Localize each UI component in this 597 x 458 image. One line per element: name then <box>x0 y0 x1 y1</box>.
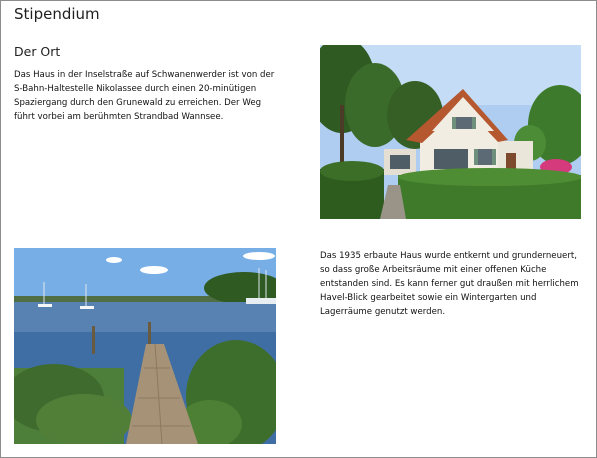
house-photo <box>320 45 581 219</box>
location-paragraph: Das Haus in der Inselstraße auf Schwanenwerder ist von der S-Bahn-Haltestelle Nikolassee durch einen 20-minütigen Spaziergang durch den Grunewald zu erreichen. Der Weg führt vorbei am berühmten Strandbad Wannsee. <box>14 70 275 122</box>
lake-photo <box>14 248 276 444</box>
house-paragraph: Das 1935 erbaute Haus wurde entkernt und grunderneuert, so dass große Arbeitsräume mit einer offenen Küche entstanden sind. Es kann ferner gut draußen mit herrlichem Havel-Blick gearbeitet sowie ein Wintergarten und Lagerräume genutzt werden. <box>320 251 579 317</box>
section-heading: Der Ort <box>14 44 61 59</box>
page-title: Stipendium <box>14 5 100 23</box>
